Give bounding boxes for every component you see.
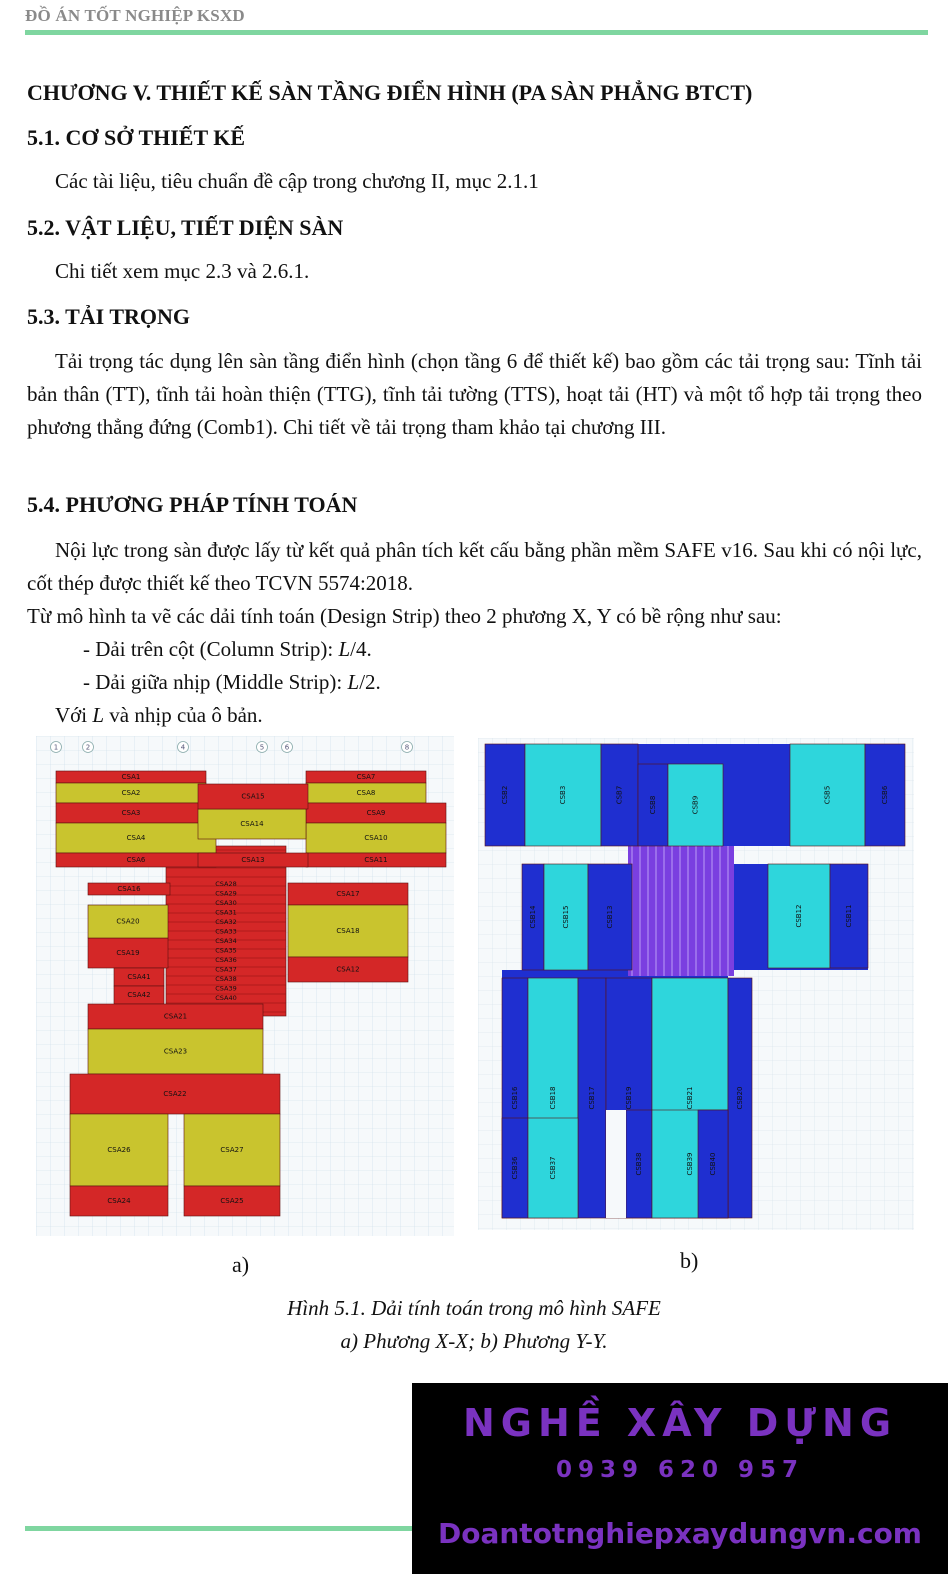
strip-csa14 bbox=[198, 809, 306, 839]
grid-bubble-label: 4 bbox=[180, 743, 186, 752]
strip-csa15 bbox=[198, 784, 308, 809]
strip-label: CSB15 bbox=[562, 905, 570, 929]
section-5-3-text: Tải trọng tác dụng lên sàn tầng điển hình (chọn tầng 6 để thiết kế) bao gồm các tải trọng sau: Tĩnh tải bản thân (TT), tĩnh tải hoàn thiện (TTG), tĩnh tải tường (TTS), hoạt tải (HT) và một tổ hợp tải trọng theo phương thẳng đứng (Comb1). Chi tiết về tải trọng tham khảo tại chương III. bbox=[27, 349, 922, 439]
strip-label: CSB13 bbox=[606, 905, 614, 929]
strip-csa6 bbox=[56, 853, 216, 867]
strip-csa8 bbox=[306, 783, 426, 803]
strip-label: CSA10 bbox=[364, 834, 388, 842]
strip-csa9 bbox=[306, 803, 446, 823]
grid-bubble bbox=[257, 742, 268, 753]
strip-label: CSB8 bbox=[649, 795, 657, 815]
with-l-var: L bbox=[92, 703, 105, 727]
strip-csa2 bbox=[56, 783, 206, 803]
strip-csb8 bbox=[638, 764, 668, 846]
strip-csb7 bbox=[601, 744, 638, 846]
bullet-prefix: - Dải giữa nhịp (Middle Strip): bbox=[83, 670, 348, 694]
strip-label: CSB12 bbox=[795, 904, 803, 928]
strip-csa12 bbox=[288, 957, 408, 982]
bullet-middle-strip bbox=[83, 666, 883, 699]
strip-label: CSA27 bbox=[220, 1146, 244, 1154]
strip-label: CSB6 bbox=[881, 785, 889, 805]
figure-caption: Hình 5.1. Dải tính toán trong mô hình SAFE bbox=[287, 1296, 661, 1320]
strip-label: CSA20 bbox=[116, 917, 140, 926]
strip-csa19 bbox=[88, 938, 168, 968]
figure-b-strips-y bbox=[478, 738, 914, 1230]
strip-label: CSA6 bbox=[126, 856, 146, 864]
core-strip-label: CSA40 bbox=[215, 994, 237, 1002]
strip-csa7 bbox=[306, 771, 426, 783]
bullet-suffix: /4. bbox=[350, 637, 372, 661]
strip-csb12 bbox=[768, 864, 830, 968]
strip-label: CSA21 bbox=[163, 1012, 188, 1021]
strip-label: CSA26 bbox=[107, 1146, 131, 1154]
strip-csa24 bbox=[70, 1186, 168, 1216]
strip-csa25 bbox=[184, 1186, 280, 1216]
with-l-prefix: Với bbox=[55, 703, 93, 727]
strip-label: CSA7 bbox=[356, 773, 376, 781]
with-l-text bbox=[27, 699, 922, 732]
strip-label: CSB38 bbox=[635, 1152, 643, 1176]
bullet-var: L bbox=[338, 637, 351, 661]
section-5-2-heading: 5.2. VẬT LIỆU, TIẾT DIỆN SÀN bbox=[27, 215, 344, 240]
section-5-1-text: Các tài liệu, tiêu chuẩn đề cập trong chương II, mục 2.1.1 bbox=[55, 169, 539, 193]
strip-label: CSA19 bbox=[116, 949, 140, 957]
strip-csa22 bbox=[70, 1074, 280, 1114]
opening bbox=[606, 1110, 626, 1218]
strip-label: CSA3 bbox=[121, 809, 141, 817]
strip-label: CSA42 bbox=[127, 991, 151, 999]
strip-label: CSB17 bbox=[588, 1086, 596, 1110]
strip-csb15 bbox=[544, 864, 588, 970]
strip-label: CSA15 bbox=[241, 792, 265, 801]
strip-csa13 bbox=[198, 853, 308, 867]
strip-csb9 bbox=[668, 764, 723, 846]
core-strip-label: CSA37 bbox=[215, 965, 237, 974]
strip-csa3 bbox=[56, 803, 206, 823]
section-5-3-heading: 5.3. TẢI TRỌNG bbox=[27, 304, 191, 329]
grid-bubble-label: 8 bbox=[404, 743, 410, 752]
strip-label: CSB20 bbox=[736, 1086, 744, 1110]
strip-label: CSA41 bbox=[127, 973, 151, 981]
core-strip-label: CSA35 bbox=[215, 946, 237, 955]
strip-label: CSA4 bbox=[126, 834, 146, 842]
grid-bubble bbox=[83, 742, 94, 753]
strip-label: CSA25 bbox=[220, 1197, 244, 1205]
strip-label: CSA12 bbox=[336, 965, 360, 974]
strip-label: CSA13 bbox=[241, 856, 265, 864]
strip-label: CSB3 bbox=[559, 785, 567, 805]
strip-label: CSA11 bbox=[364, 856, 388, 864]
strip-label: CSB18 bbox=[549, 1086, 557, 1110]
strip-csb38 bbox=[626, 1110, 652, 1218]
strip-label: CSB21 bbox=[686, 1086, 694, 1110]
strip-csb5 bbox=[790, 744, 865, 846]
core-strip-label: CSA33 bbox=[215, 927, 237, 936]
core-strip-label: CSA36 bbox=[215, 956, 237, 964]
document-header: ĐỒ ÁN TỐT NGHIỆP KSXD bbox=[25, 6, 245, 25]
strip-csa10 bbox=[306, 823, 446, 853]
strip-csb40 bbox=[698, 1110, 728, 1218]
strip-csb36 bbox=[502, 1118, 528, 1218]
strip-csa4 bbox=[56, 823, 216, 853]
core-strip-label: CSA28 bbox=[215, 880, 237, 888]
bullet-var: L bbox=[347, 670, 360, 694]
strip-csa20 bbox=[88, 905, 168, 938]
grid-bubble bbox=[282, 742, 293, 753]
strip-csb3 bbox=[525, 744, 601, 846]
strip-csb13 bbox=[588, 864, 632, 970]
strip-csb2 bbox=[485, 744, 525, 846]
figure-a-label: a) bbox=[232, 1252, 250, 1277]
footer-rule bbox=[25, 1526, 420, 1531]
strip-label: CSB16 bbox=[511, 1086, 519, 1110]
strip-csa17 bbox=[288, 883, 408, 905]
core-strip-label: CSA30 bbox=[215, 899, 237, 907]
strip-csa41 bbox=[114, 968, 164, 986]
strip-label: CSA24 bbox=[107, 1197, 131, 1205]
strip-label: CSB40 bbox=[709, 1152, 717, 1176]
watermark-banner bbox=[412, 1383, 948, 1574]
grid-bubble bbox=[51, 742, 62, 753]
strip-csb14 bbox=[522, 864, 544, 970]
chapter-title: CHƯƠNG V. THIẾT KẾ SÀN TẦNG ĐIỂN HÌNH (PA SÀN PHẲNG BTCT) bbox=[27, 80, 753, 105]
strip-label: CSA14 bbox=[240, 820, 264, 828]
strip-label: CSA23 bbox=[163, 1047, 188, 1056]
strip-csa11 bbox=[306, 853, 446, 867]
strip-intro: Từ mô hình ta vẽ các dải tính toán (Design Strip) theo 2 phương X, Y có bề rộng như sau: bbox=[27, 604, 782, 628]
section-5-4-heading: 5.4. PHƯƠNG PHÁP TÍNH TOÁN bbox=[27, 492, 358, 517]
strip-csa1 bbox=[56, 771, 206, 783]
strip-label: CSB11 bbox=[845, 904, 853, 928]
core-strip-label: CSA39 bbox=[215, 984, 237, 993]
figure-b-label: b) bbox=[680, 1248, 699, 1273]
strip-label: CSA16 bbox=[117, 885, 141, 893]
strip-csa23 bbox=[88, 1029, 263, 1074]
watermark-site: Doantotnghiepxaydungvn.com bbox=[438, 1517, 922, 1550]
strip-label: CSA1 bbox=[121, 773, 141, 781]
strip-label: CSB37 bbox=[549, 1156, 557, 1180]
strip-csa42 bbox=[114, 986, 164, 1004]
figure-a-strips-x bbox=[36, 736, 454, 1236]
strip-label: CSB36 bbox=[511, 1156, 519, 1180]
section-5-1-heading: 5.1. CƠ SỞ THIẾT KẾ bbox=[27, 125, 246, 150]
strip-label: CSA8 bbox=[356, 789, 376, 797]
strip-label: CSB2 bbox=[501, 785, 509, 805]
grid-bubble-label: 5 bbox=[259, 743, 265, 752]
strip-csa21 bbox=[88, 1004, 263, 1029]
grid-bubble-label: 1 bbox=[53, 743, 59, 752]
strip-label: CSB39 bbox=[686, 1152, 694, 1176]
strip-label: CSA17 bbox=[336, 890, 360, 898]
bullet-suffix: /2. bbox=[359, 670, 381, 694]
grid-bubble bbox=[178, 742, 189, 753]
strip-label: CSB14 bbox=[529, 905, 537, 929]
figure-subcaption: a) Phương X-X; b) Phương Y-Y. bbox=[340, 1329, 608, 1353]
grid-bubble-label: 2 bbox=[85, 743, 91, 752]
strip-label: CSA2 bbox=[121, 789, 141, 797]
core-strip-label: CSA29 bbox=[215, 889, 237, 898]
grid-bubble-label: 6 bbox=[284, 743, 290, 752]
bullet-column-strip bbox=[83, 633, 883, 666]
strip-label: CSA9 bbox=[366, 809, 386, 817]
strip-label: CSB19 bbox=[625, 1086, 633, 1110]
section-5-4-text: Nội lực trong sàn được lấy từ kết quả phân tích kết cấu bằng phần mềm SAFE v16. Sau khi có nội lực, cốt thép được thiết kế theo TCVN 5574:2018. bbox=[27, 538, 922, 595]
watermark-phone: 0939 620 957 bbox=[555, 1457, 805, 1483]
strip-label: CSB7 bbox=[615, 785, 624, 805]
section-5-2-text: Chi tiết xem mục 2.3 và 2.6.1. bbox=[55, 259, 310, 283]
strip-csa27 bbox=[184, 1114, 280, 1186]
header-rule bbox=[25, 30, 928, 35]
core-strip-label: CSA34 bbox=[215, 937, 237, 945]
strip-label: CSA18 bbox=[336, 927, 360, 935]
with-l-suffix: và nhịp của ô bản. bbox=[104, 703, 263, 727]
strip-label: CSA22 bbox=[163, 1090, 187, 1098]
watermark-brand: NGHỀ XÂY DỰNG bbox=[462, 1401, 898, 1445]
bullet-prefix: - Dải trên cột (Column Strip): bbox=[83, 637, 339, 661]
strip-csb17 bbox=[578, 978, 606, 1218]
strip-csa16 bbox=[88, 883, 170, 895]
strip-csb11 bbox=[830, 864, 868, 968]
core-strip-label: CSA31 bbox=[215, 908, 237, 917]
strip-label: CSB9 bbox=[691, 795, 700, 815]
strip-csb37 bbox=[528, 1118, 578, 1218]
strip-label: CSB5 bbox=[823, 785, 832, 805]
strip-csa18 bbox=[288, 905, 408, 957]
strip-csb6 bbox=[865, 744, 905, 846]
core-strip-label: CSA32 bbox=[215, 918, 237, 926]
strip-csa26 bbox=[70, 1114, 168, 1186]
core-block bbox=[628, 846, 734, 976]
core-strip-label: CSA38 bbox=[215, 975, 237, 983]
grid-bubble bbox=[402, 742, 413, 753]
strip-csb20 bbox=[728, 978, 752, 1218]
